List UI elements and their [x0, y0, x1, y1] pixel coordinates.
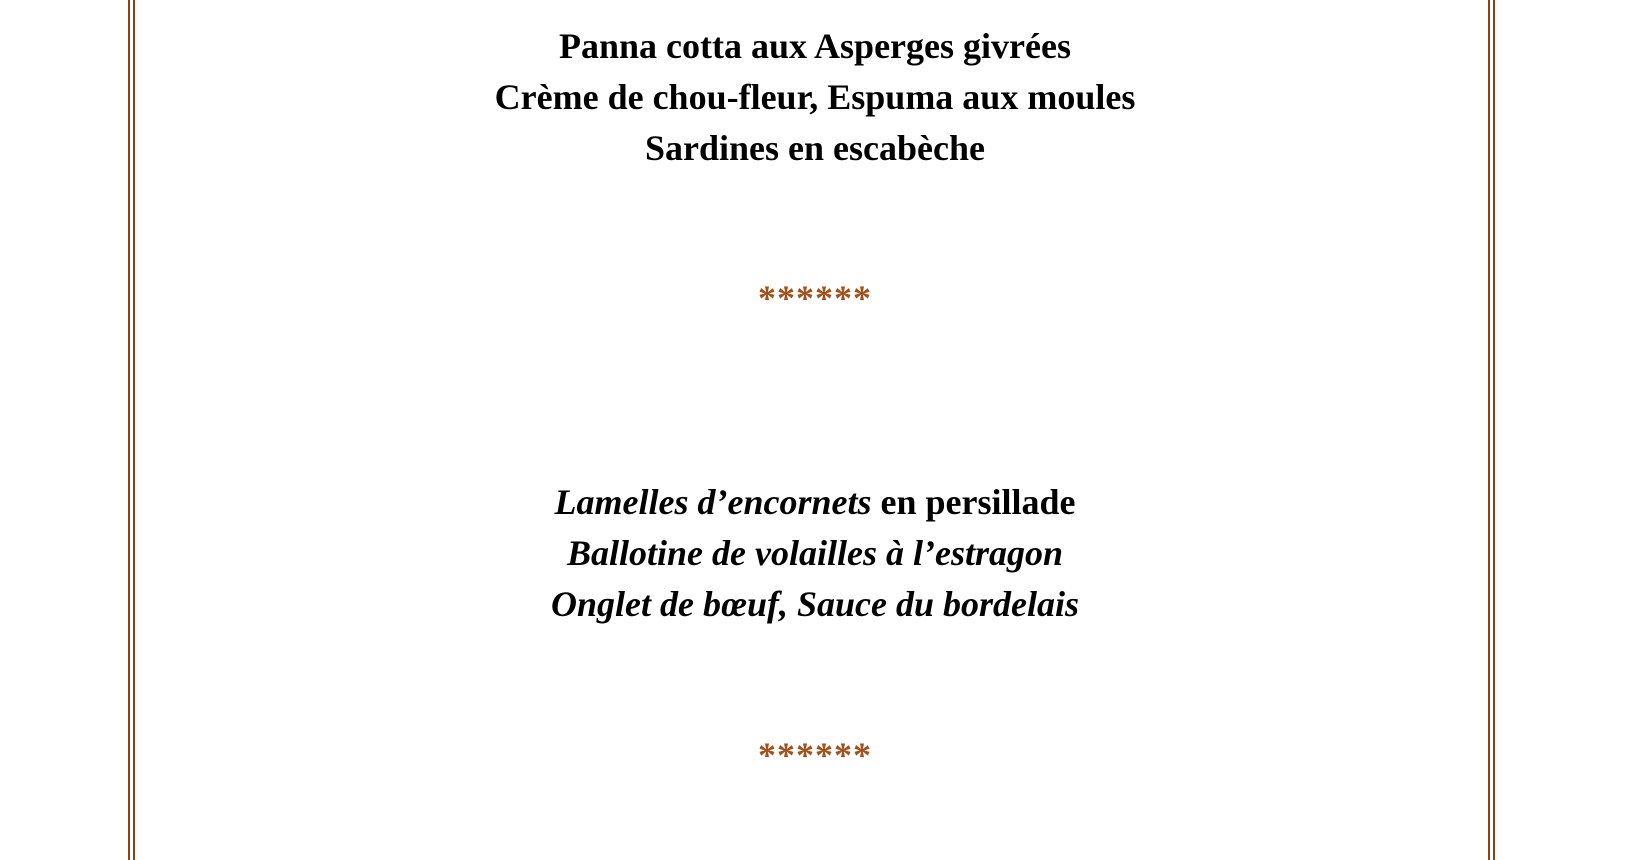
- main-item-italic-part: Lamelles d’encornets: [554, 482, 872, 522]
- mains-section: [0, 477, 1630, 630]
- starter-item: Crème de chou-fleur, Espuma aux moules: [494, 77, 1136, 117]
- starter-item: Panna cotta aux Asperges givrées: [559, 26, 1071, 66]
- section-separator: ******: [758, 735, 872, 775]
- main-item-regular-part: en persillade: [871, 482, 1076, 522]
- main-item: [0, 477, 1630, 528]
- main-item: Ballotine de volailles à l’estragon: [567, 533, 1063, 573]
- starters-section: [0, 21, 1630, 174]
- section-separator: ******: [758, 278, 872, 318]
- main-item: Onglet de bœuf, Sauce du bordelais: [550, 584, 1079, 624]
- starter-item: Sardines en escabèche: [645, 128, 985, 168]
